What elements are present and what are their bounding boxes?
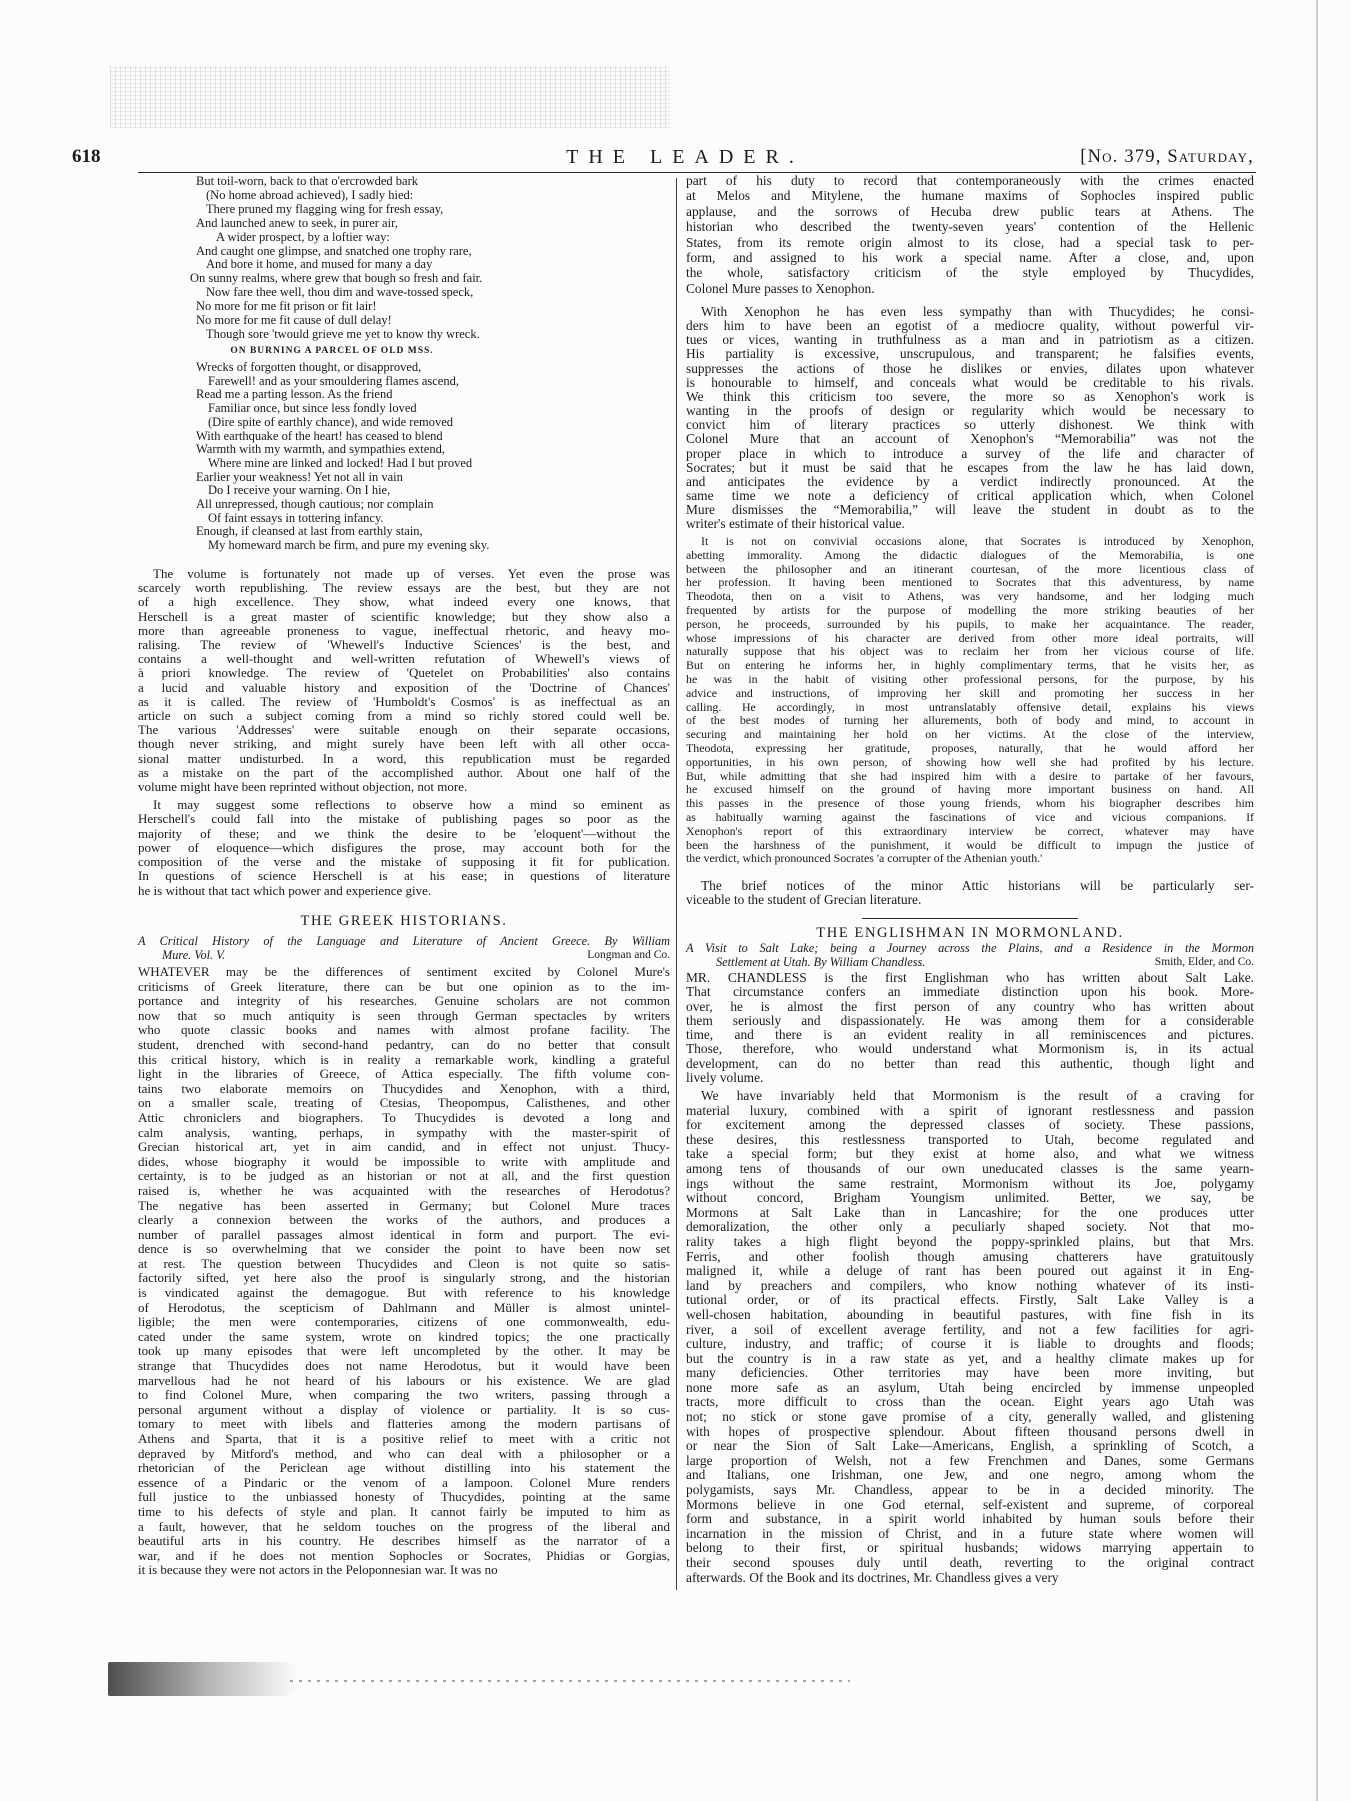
text-line: material luxury, combined with a spirit of ignorant restlessness and passion	[686, 1102, 1254, 1118]
extract-line: the verdict, which pronounced Socrates 'a corrupter of the Athenian youth.'	[686, 851, 1043, 866]
text-line: a fault, however, that he seldom touches on the progress of the liberal and	[138, 1518, 670, 1534]
text-line: or near the Sion of Salt Lake—Americans, English, a sprinkling of Scotch, a	[686, 1438, 1254, 1454]
book-citation	[138, 934, 670, 962]
extract-line: frequented by artists for the purpose of modelling the more striking beauties of her	[686, 602, 1254, 617]
poem-line: There pruned my flagging wing for fresh essay,	[206, 201, 444, 216]
text-line: to find Colonel Mure, when comparing the two writers, passing through a	[138, 1387, 670, 1403]
review-paragraph	[138, 567, 670, 794]
text-line: among tens of thousands of our own uneducated classes is the same yearn-	[686, 1160, 1254, 1176]
text-line: article on such a subject coming from a mind so richly stored could well be.	[138, 708, 670, 724]
poem-line: Though sore 'twould grieve me yet to know thy wreck.	[206, 326, 480, 341]
extract-line: But, while admitting that she had inspired him with a desire to partake of her favours,	[686, 768, 1254, 783]
text-line: We have invariably held that Mormonism is the result of a craving for	[701, 1088, 1254, 1103]
text-line: on a smaller scale, treating of Ctesias, Theopompus, Calisthenes, and other	[138, 1095, 670, 1111]
text-line: full justice to the unbiassed honesty of Thucydides, pointing at the same	[138, 1489, 670, 1505]
text-line: tains two elaborate memoirs on Thucydides and Xenophon, with a third,	[138, 1080, 670, 1096]
text-line: calm analysis, wanting, perhaps, in sympathy with the master-spirit of	[138, 1124, 670, 1140]
text-line: The negative has been asserted in Germany; but Colonel Mure traces	[138, 1197, 670, 1213]
citation-publisher: Smith, Elder, and Co.	[1154, 955, 1254, 968]
column-rule	[676, 178, 677, 1590]
poem-line: No more for me fit prison or fit lair!	[196, 299, 377, 314]
extract-line: he was in the habit of visiting other professional persons, for the purpose, by his	[686, 671, 1254, 686]
text-line: of a high excellence. They show, what indeed every one knows, that	[138, 594, 670, 610]
text-line: afterwards. Of the Book and its doctrines, Mr. Chandless gives a very	[686, 1569, 1059, 1585]
article-paragraph	[686, 971, 1254, 1085]
extract-line: Theodota, then on a visit to Athens, was very handsome, and her lodging much	[686, 589, 1254, 604]
text-line: these desires, this restlessness transported to Utah, become regulated and	[686, 1131, 1254, 1147]
text-line: It may suggest some reflections to observe how a mind so eminent as	[153, 797, 670, 812]
text-line: dides, whose biography it would be impossible to write with amplitude and	[138, 1153, 670, 1169]
text-line: culture, industry, and traffic; of course it is liable to droughts and floods;	[686, 1336, 1254, 1352]
text-line: Colonel Mure that an account of Xenophon's “Memorabilia” was not the	[686, 431, 1254, 447]
text-line: though never striking, and might surely have been left with all other occa-	[138, 736, 670, 752]
text-line: ralising. The review of 'Whewell's Inductive Sciences' is the best, and	[138, 637, 670, 653]
citation-row	[686, 956, 1254, 970]
text-line: who quote classic books and names with almost profane facility. The	[138, 1022, 670, 1038]
text-line: applause, and the sorrows of Hecuba drew public tears at Athens. The	[686, 203, 1254, 219]
text-line: lively volume.	[686, 1070, 764, 1086]
text-line: tutional order, or of its practical effects. Firstly, Salt Lake Valley is a	[686, 1292, 1254, 1308]
text-line: Mormons believe in one God eternal, self-existent and supreme, of corporeal	[686, 1496, 1254, 1512]
citation-publisher: Longman and Co.	[587, 949, 670, 962]
text-line: The various 'Addresses' were suitable enough on their separate occasions,	[138, 722, 670, 738]
text-line: a lucid and valuable history and exposition of the 'Doctrine of Chances'	[138, 679, 670, 695]
text-line: belong to their first, or spiritual husbands; widows marrying appertain to	[686, 1540, 1254, 1556]
text-line: light in the libraries of Greece, of Attica especially. The fifth volume con-	[138, 1066, 670, 1082]
text-line: Attic chroniclers and biographers. To Thucydides is devoted a long and	[138, 1109, 670, 1125]
text-line: That circumstance confers an immediate distinction upon his book. More-	[686, 984, 1254, 1000]
poem-line: Of faint essays in tottering infancy.	[208, 510, 384, 525]
text-line: ings without the same restraint, Mormonism without its Joe, polygamy	[686, 1175, 1254, 1191]
poem-line: Wrecks of forgotten thought, or disapproved,	[196, 360, 422, 374]
text-line: Mure dismisses the “Memorabilia,” will leave the student in doubt as to the	[686, 502, 1254, 518]
text-line: with hopes of prospective splendour. About fifteen thousand persons dwell in	[686, 1423, 1254, 1439]
text-line: student, drenched with second-hand pedantry, can do no better that consult	[138, 1036, 670, 1052]
poem-line: No more for me fit cause of dull delay!	[196, 313, 392, 328]
text-line: war, and if he does not mention Sophocles or Socrates, Phidias or Gorgias,	[138, 1547, 670, 1563]
text-line: Athens and Sparta, that it is a positive relief to meet with a critic not	[138, 1431, 670, 1446]
text-line: beautiful arts in his country. He describes himself as the narrator of a	[138, 1533, 670, 1549]
text-line: and anticipates the evidence by a verdict indirectly pronounced. At the	[686, 473, 1254, 489]
text-line: it is because they were not actors in the Peloponnesian war. It was no	[138, 1562, 498, 1578]
scan-noise	[110, 66, 670, 128]
article-paragraph	[138, 965, 670, 1578]
text-line: time to his defects of style and plan. It cannot fairly be imputed to him as	[138, 1503, 670, 1519]
text-line: scarcely worth republishing. The review essays are the best, but they are not	[138, 580, 670, 596]
text-line: His partiality is excessive, unscrupulous, and transparent; he falsifies events,	[686, 346, 1254, 362]
text-line: Herschell's could fall into the mistake of publishing pages so poor as the	[138, 811, 670, 827]
extract-line: Xenophon's report of this extraordinary interview be correct, whatever may have	[686, 823, 1254, 838]
text-line: MR. CHANDLESS is the first Englishman who has written about Salt Lake.	[686, 970, 1254, 985]
sonnet	[138, 361, 670, 553]
citation-volume: Mure. Vol. V.	[162, 948, 226, 963]
citation-title: A Visit to Salt Lake; being a Journey across the Plains, and a Residence in the Mormon	[686, 941, 1254, 955]
text-line: rhetorician of the Periclean age without distilling into his statement the	[138, 1460, 670, 1476]
text-line: none more safe as an asylum, Utah being encircled by immense unpeopled	[686, 1379, 1254, 1395]
text-line: wanting in the proofs of design or regularity which would be necessary to	[686, 403, 1254, 419]
text-line: depraved by Mitford's method, and who can deal with a philosopher or a	[138, 1445, 670, 1461]
newspaper-title: THE LEADER.	[566, 146, 804, 168]
text-line: the whole, satisfactory criticism of the style employed by Thucydides,	[686, 265, 1254, 281]
text-line: of Herodotus, the scepticism of Dahlmann and Müller is almost unintel-	[138, 1299, 670, 1315]
poem-line: My homeward march be firm, and pure my evening sky.	[208, 538, 490, 553]
text-line: suppresses the actions of those he dislikes or envies, dilates upon whatever	[686, 360, 1254, 376]
extract-line: person, he proceeds, surrounded by his pupils, to make her acquaintance. The reader,	[686, 616, 1254, 631]
poem-line: With earthquake of the heart! has ceased to blend	[196, 428, 443, 443]
text-line: polygamists, says Mr. Chandless, appear to be in a decided minority. The	[686, 1482, 1254, 1498]
text-line: volume might have been reprinted without objection, not more.	[138, 779, 468, 795]
text-line: composition of the verse and the mistake of supposing it fit for publication.	[138, 854, 670, 870]
text-line: factorily sifted, yet here also the proof is singularly strong, and the historian	[138, 1270, 670, 1286]
poem-line: Where mine are linked and locked! Had I but proved	[208, 455, 473, 470]
text-line: large proportion of Welsh, not a few Frenchmen and Danes, some Germans	[686, 1452, 1254, 1468]
text-line: certainty, is to be judged as an historian or not at all, and the first question	[138, 1168, 670, 1184]
article-paragraph	[686, 173, 1254, 296]
poem-line: And bore it home, and mused for many a day	[206, 257, 433, 272]
extract-line: been the harshness of the punishment, it would be difficult to impugn the justice of	[686, 837, 1254, 852]
text-line: proper place in which to introduce a survey of the life and character of	[686, 445, 1254, 461]
text-line: The brief notices of the minor Attic historians will be particularly ser-	[701, 878, 1254, 893]
text-line: them seriously and dispassionately. He was among them for a considerable	[686, 1012, 1254, 1028]
extract-line: Theodota, expressing her gratitude, proposes, naturally, that he would afford her	[686, 740, 1254, 755]
issue-line: [No. 379, Saturday,	[1080, 147, 1254, 167]
text-line: not; no stick or stone gave promise of a city, generally walled, and glistening	[686, 1409, 1254, 1425]
text-line: tracts, more difficult to cross than the ocean. Eight years ago Utah was	[686, 1394, 1254, 1410]
text-line: WHATEVER may be the differences of sentiment excited by Colonel Mure's	[138, 964, 670, 979]
text-line: now that so much antiquity is seen through German spectacles by writers	[138, 1007, 670, 1023]
text-line: raised is, whether he was acquainted with the researches of Herodotus?	[138, 1182, 670, 1198]
poem-line: Warmth with my warmth, and sympathies extend,	[196, 442, 445, 457]
text-line: well-chosen habitation, abounding in beautiful pastures, with fine fish in its	[686, 1306, 1254, 1322]
extract-line: opportunities, in his own person, of showing how well she had profited by his lecture.	[686, 754, 1254, 769]
article-heading: THE ENGLISHMAN IN MORMONLAND.	[816, 925, 1124, 941]
scan-smudge	[108, 1662, 298, 1696]
citation-row	[138, 948, 670, 962]
poem-line: And launched anew to seek, in purer air,	[196, 215, 398, 230]
text-line: same time we note a deficiency of critical application which, when Colonel	[686, 488, 1254, 504]
extract-line: It is not on convivial occasions alone, that Socrates is introduced by Xenophon,	[701, 534, 1254, 548]
poem-line: Do I receive your warning. On I hie,	[208, 483, 391, 498]
text-line: take a special form; but they exist at home also, and what we witness	[686, 1146, 1254, 1162]
text-line: is honourable to himself, and conceals what would be creditable to his rivals.	[686, 374, 1254, 390]
poem-line: Now fare thee well, thou dim and wave-tossed speck,	[206, 285, 474, 300]
extract-line: between the philosopher and an itinerant courtesan, of the more licentious class of	[686, 561, 1254, 576]
text-line: more than agreeable proneness to vague, ineffectual rhetoric, and heavy mo-	[138, 622, 670, 638]
section-rule	[862, 918, 1078, 919]
text-line: is vindicated against the demagogue. But with reference to his knowledge	[138, 1285, 670, 1301]
text-line: clearly a connexion between the works of the authors, and produces a	[138, 1212, 670, 1228]
text-line: number of parallel passages almost identical in form and purport. The evi-	[138, 1226, 670, 1242]
quoted-extract	[686, 535, 1254, 866]
extract-line: advice and instructions, of improving her skill and promoting her success in her	[686, 685, 1254, 700]
extract-line: But on entering he informs her, in highly complimentary terms, that he visits her, as	[686, 658, 1254, 673]
text-line: marvellous had he not heard of his labours or his existence. We are glad	[138, 1372, 670, 1388]
text-line: Mormons at Salt Lake than in Lancashire; for the one produces utter	[686, 1204, 1254, 1220]
extract-line: securing and maintaining her hold on her victims. At the close of the interview,	[686, 727, 1254, 742]
text-line: historian who described the twenty-seven years' contention of the Hellenic	[686, 219, 1254, 235]
text-line: for excitement among the depressed classes of society. These passions,	[686, 1117, 1254, 1133]
text-line: Ferris, and other foolish though amusing chatterers have gratuitously	[686, 1248, 1254, 1264]
page-edge	[1316, 0, 1318, 1801]
text-line: We think this criticism too severe, the more so as Xenophon's work is	[686, 388, 1254, 404]
extract-line: whose impressions of his character are derived from other more ideal portraits, will	[686, 630, 1254, 645]
text-line: Socrates; but it must be said that he escapes from the law he has laid down,	[686, 459, 1254, 475]
text-line: strange that Thucydides does not name Herodotus, but it would have been	[138, 1358, 670, 1374]
text-line: but the country is in a raw state as yet, and a healthy climate makes up for	[686, 1350, 1254, 1366]
text-line: tomary to meet with libels and flatteries among the modern partisans of	[138, 1416, 670, 1432]
text-line: at Melos and Mitylene, the humane maxims of Sophocles inspired public	[686, 188, 1254, 204]
poem-line: All unrepressed, though cautious; nor complain	[196, 497, 434, 512]
text-line: land by preachers and compilers, who know nothing whatever of its insti-	[686, 1277, 1254, 1293]
text-line: and Italians, one Irishman, one Jew, and one negro, among whom the	[686, 1467, 1254, 1483]
article-paragraph	[686, 305, 1254, 532]
poem-line: And caught one glimpse, and snatched one trophy rare,	[196, 243, 472, 258]
text-line: their second spouses duly until death, reverting to the original contract	[686, 1555, 1254, 1570]
text-line: writer's estimate of their historical value.	[686, 516, 905, 532]
text-line: took up many episodes that were left uncompleted by the other. It may be	[138, 1343, 670, 1359]
article-paragraph	[686, 879, 1254, 908]
text-line: States, from its remote origin almost to its close, had a special task to per-	[686, 234, 1254, 250]
poem-line: Enough, if cleansed at last from earthly stain,	[196, 524, 423, 539]
text-line: at rest. The question between Thucydides and Cleon is not quite so satis-	[138, 1255, 670, 1271]
text-line: incarnation in the mission of Christ, and in a future state where women will	[686, 1525, 1254, 1541]
text-line: rality takes a high flight beyond the poppy-sprinkled plains, but that Mrs.	[686, 1233, 1254, 1249]
poem-line: Familiar once, but since less fondly loved	[208, 401, 417, 416]
text-line: part of his duty to record that contemporaneously with the crimes enacted	[686, 173, 1254, 188]
text-line: development, can do no better than read this authentic, though light and	[686, 1055, 1254, 1071]
text-line: demoralization, the other only a peculiarly shaped society. Not that mo-	[686, 1219, 1254, 1235]
text-line: sional matter undisturbed. In a word, this republication must be regarded	[138, 750, 670, 766]
extract-line: calling. He accordingly, in most untranslatably offensive detail, explains his views	[686, 699, 1254, 714]
text-line: majority of these; and we think the desire to be 'eloquent'—without the	[138, 825, 670, 841]
text-line: he is without that tact which power and experience give.	[138, 882, 432, 898]
text-line: convict him of literary practices so utterly dishonest. We think with	[686, 417, 1254, 433]
text-line: over, he is almost the first person of any country who has written about	[686, 998, 1254, 1014]
text-line: essence of a Pindaric or the venom of a lampoon. Colonel Mure renders	[138, 1474, 670, 1490]
extract-line: this passes in the presence of those young friends, whom his biographer describes him	[686, 796, 1254, 811]
text-line: power of eloquence—which disfigures the prose, may account both for the	[138, 839, 670, 855]
article-paragraph	[686, 1089, 1254, 1585]
text-line: dence is so overwhelming that we consider the point to have been now set	[138, 1241, 670, 1257]
extract-line: as habitually warning against the fascinations of vice and vicious companions. If	[686, 809, 1254, 824]
text-line: The volume is fortunately not made up of verses. Yet even the prose was	[153, 566, 670, 581]
poem-line: On sunny realms, where grew that bough so fresh and fair.	[190, 271, 483, 286]
extract-line: of the best modes of turning her allurements, both of body and mind, to account in	[686, 713, 1254, 728]
poem-line: Farewell! and as your smouldering flames ascend,	[208, 373, 459, 388]
text-line: With Xenophon he has even less sympathy than with Thucydides; he consi-	[701, 304, 1254, 319]
text-line: portance and integrity of his researches. Genuine scholars are not common	[138, 993, 670, 1009]
poem-line: Earlier your weakness! Yet not all in vain	[196, 469, 403, 484]
poem-line: A wider prospect, by a loftier way:	[216, 229, 390, 244]
text-line: Herschell is a great master of scientific knowledge; but they show also a	[138, 608, 670, 624]
text-line: form and substance, in a spirit world inhabited by human souls before their	[686, 1511, 1254, 1527]
citation-title: A Critical History of the Language and Literature of Ancient Greece. By William	[138, 934, 670, 948]
poem-line: (Dire spite of earthly chance), and wide removed	[208, 414, 454, 429]
poem-line: Read me a parting lesson. As the friend	[196, 387, 393, 402]
scan-smudge-trail	[290, 1680, 850, 1682]
extract-line: abetting immorality. Among the didactic dialogues of the Memorabilia, is one	[686, 547, 1254, 562]
text-line: this critical history, which is in reality a remarkable work, kindling a grateful	[138, 1051, 670, 1067]
poem-stanza	[138, 175, 670, 342]
text-line: personal argument without a display of violence or partiality. It is so cus-	[138, 1401, 670, 1417]
text-line: without concord, Brigham Youngism unlimited. Better, we say, be	[686, 1190, 1254, 1206]
text-line: Grecian historical art, yet in aim candid, and in effect not unjust. Thucy-	[138, 1139, 670, 1155]
text-line: à priori knowledge. The review of 'Quetelet on Probabilities' also contains	[138, 665, 670, 681]
text-line: Colonel Mure passes to Xenophon.	[686, 280, 875, 296]
text-line: contains a well-thought and well-written refutation of Whewell's views of	[138, 651, 670, 667]
text-line: viceable to the student of Grecian literature.	[686, 892, 922, 908]
citation-author: Settlement at Utah. By William Chandless.	[716, 954, 926, 969]
text-line: criticisms of Greek literature, there can be but one opinion as to the im-	[138, 978, 670, 994]
text-line: maligned it, while a deluge of rant has been poured out against it in Eng-	[686, 1263, 1254, 1279]
review-paragraph	[138, 798, 670, 898]
text-line: cated under the same system, wrote on kindred topics; the one practically	[138, 1328, 670, 1344]
extract-line: her profession. It having been mentioned to Socrates that this adventuress, by name	[686, 575, 1254, 590]
extract-line: naturally suppose that his object was to reclaim her from her vicious course of life.	[686, 644, 1254, 659]
article-heading: THE GREEK HISTORIANS.	[300, 913, 508, 929]
book-citation	[686, 942, 1254, 969]
text-line: as a mistake on the part of the accomplished author. About one half of the	[138, 764, 670, 780]
poem-title: ON BURNING A PARCEL OF OLD MSS.	[230, 346, 434, 356]
poem-line: But toil-worn, back to that o'ercrowded bark	[196, 174, 418, 188]
text-line: form, and assigned to his work a special name. After a close, and, upon	[686, 250, 1254, 266]
text-line: river, a soil of excellent average fertility, and not a few facilities for agri-	[686, 1321, 1254, 1337]
page-number: 618	[72, 146, 101, 167]
text-line: as it is called. The review of 'Humboldt's Cosmos' is as ineffectual as an	[138, 693, 670, 709]
text-line: time, and there is an evident reality in all reminiscences and pictures.	[686, 1027, 1254, 1043]
text-line: tues or vices, wanting in truthfulness as a man and in patriotism as a citizen.	[686, 332, 1254, 348]
text-line: ders him to have been an egotist of a mediocre quality, without powerful vir-	[686, 318, 1254, 334]
text-line: many deficiencies. Other territories may have been more inviting, but	[686, 1365, 1254, 1381]
text-line: ligible; the men were contemporaries, citizens of one commonwealth, edu-	[138, 1314, 670, 1330]
text-line: Those, therefore, who would understand what Mormonism is, in its actual	[686, 1041, 1254, 1057]
poem-line: (No home abroad achieved), I sadly hied:	[206, 187, 414, 202]
text-line: In questions of science Herschell is at his ease; in questions of literature	[138, 868, 670, 884]
extract-line: he excused himself on the ground of having more important business on hand. All	[686, 782, 1254, 797]
